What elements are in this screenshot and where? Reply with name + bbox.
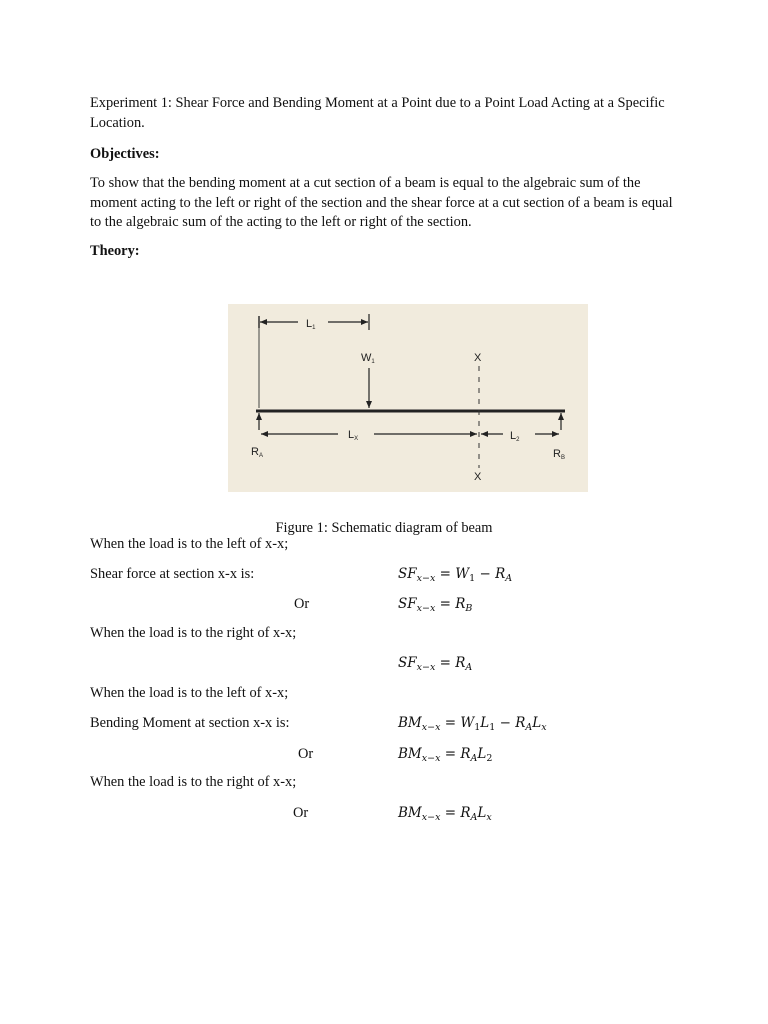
section-x-bottom: X: [474, 471, 482, 483]
equation-bm-load-left: $BM_{x-x} = W_1L_1 - R_AL_x$: [398, 715, 547, 733]
load-left-text-1: When the load is to the left of x-x;: [90, 536, 289, 552]
beam-figure: [228, 304, 588, 492]
bending-moment-label: Bending Moment at section x-x is:: [90, 715, 290, 731]
equation-bm-rb: $BM_{x-x} = R_AL_2$: [398, 746, 493, 764]
objectives-heading: Objectives:: [90, 146, 160, 162]
equation-sf-load-right: $SF_{x-x} = R_A$: [398, 655, 473, 673]
shear-force-label: Shear force at section x-x is:: [90, 566, 255, 582]
load-right-text-1: When the load is to the right of x-x;: [90, 625, 297, 641]
or-label-1: Or: [294, 596, 310, 612]
lx-label: LX: [348, 429, 359, 442]
equation-sf-rb: $SF_{x-x} = R_B$: [398, 596, 473, 614]
load-left-text-2: When the load is to the left of x-x;: [90, 685, 289, 701]
equation-bm-load-right: $BM_{x-x} = R_AL_x$: [398, 805, 492, 823]
beam-diagram: [228, 304, 588, 492]
l1-label: L1: [306, 318, 316, 331]
w1-label: W1: [361, 352, 375, 365]
l2-label: L2: [510, 430, 520, 443]
or-label-2: Or: [298, 746, 314, 762]
rb-label: RB: [553, 448, 565, 461]
objectives-text: To show that the bending moment at a cut section of a beam is equal to the algebraic sum of the moment acting to the left or right of the section and the shear force at a cut section of a beam is equal to the algebraic sum of the acting to the left or right of the section.: [90, 175, 673, 230]
ra-label: RA: [251, 446, 263, 459]
load-right-text-2: When the load is to the right of x-x;: [90, 774, 297, 790]
figure-caption: Figure 1: Schematic diagram of beam: [275, 520, 493, 537]
equation-sf-load-left: $SF_{x-x} = W_1 - R_A$: [398, 566, 513, 584]
or-label-3: Or: [293, 805, 309, 821]
theory-heading: Theory:: [90, 243, 140, 259]
section-x-top: X: [474, 352, 482, 364]
document-title: Experiment 1: Shear Force and Bending Moment at a Point due to a Point Load Acting at a Specific Location.: [90, 95, 665, 131]
